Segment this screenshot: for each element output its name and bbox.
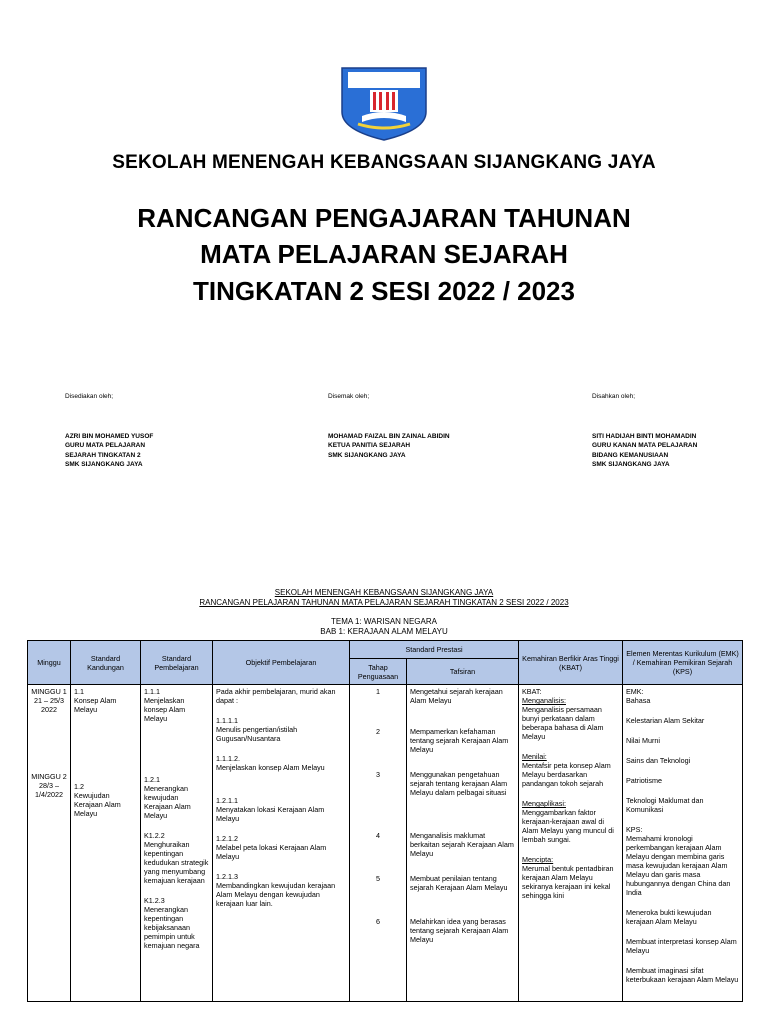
table-row <box>28 685 743 1002</box>
cell-standard-pembelajaran: 1.1.1 Menjelaskan konsep Alam Melayu 1.2.1 Menerangkan kewujudan Kerajaan Alam Melayu K1.2.2 Menghuraikan kepentingan kedudukan strategik yang menyumbang kemajuan kerajaan K1.2.3 Menerangkan kepentingan kebijaksanaan pemimpin untuk kemajuan negara <box>141 685 213 1002</box>
week-1-label: MINGGU 1 <box>31 687 67 696</box>
title-line-3: TINGKATAN 2 SESI 2022 / 2023 <box>193 276 575 306</box>
cell-tahap: 1 2 3 4 5 6 <box>350 685 407 1002</box>
cell-kbat: KBAT: Menganalisis: Menganalisis persamaan bunyi perkataan dalam beberapa bahasa di Alam Melayu Menilai: Mentafsir peta konsep Alam Melayu berdasarkan pandangan tokoh sejarah Mengaplikasi: Menggambarkan faktor kerajaan-kerajaan awal di Alam Melayu yang muncul di lembah sungai. Mencipta: Merumal bentuk pentadbiran kerajaan Alam Melayu sekiranya kerajaan ini kekal sehingga kini <box>519 685 623 1002</box>
header-standard-prestasi: Standard Prestasi <box>350 641 519 659</box>
signature-prepared: Disediakan oleh; AZRI BIN MOHAMED YUSOF GURU MATA PELAJARAN SEJARAH TINGKATAN 2 SMK SIJANGKANG JAYA <box>65 393 154 468</box>
header-standard-pembelajaran: Standard Pembelajaran <box>141 641 213 685</box>
header-kbat: Kemahiran Berfikir Aras Tinggi (KBAT) <box>519 641 623 685</box>
header-objektif: Objektif Pembelajaran <box>213 641 350 685</box>
doc-header-tema: TEMA 1: WARISAN NEGARA <box>331 617 437 626</box>
week-2-label: MINGGU 2 <box>31 772 67 781</box>
cell-objektif: Pada akhir pembelajaran, murid akan dapat : 1.1.1.1 Menulis pengertian/istilah Gugusan/Nusantara 1.1.1.2. Menjelaskan konsep Alam Melayu 1.2.1.1 Menyatakan lokasi Kerajaan Alam Melayu 1.2.1.2 Melabel peta lokasi Kerajaan Alam Melayu 1.2.1.3 Membandingkan kewujudan kerajaan Alam Melayu dengan kewujudan kerajaan luar lain. <box>213 685 350 1002</box>
school-logo <box>340 66 428 142</box>
header-standard-kandungan: Standard Kandungan <box>71 641 141 685</box>
school-name: SEKOLAH MENENGAH KEBANGSAAN SIJANGKANG JAYA <box>112 152 656 173</box>
title-line-1: RANCANGAN PENGAJARAN TAHUNAN <box>137 203 631 233</box>
doc-header-school: SEKOLAH MENENGAH KEBANGSAAN SIJANGKANG JAYA <box>274 588 494 597</box>
title-line-2: MATA PELAJARAN SEJARAH <box>200 239 568 269</box>
week-1-dates: 21 – 25/3 2022 <box>34 696 64 714</box>
header-emk: Elemen Merentas Kurikulum (EMK) / Kemahiran Pemikiran Sejarah (KPS) <box>623 641 743 685</box>
doc-header-plan: RANCANGAN PELAJARAN TAHUNAN MATA PELAJARAN SEJARAH TINGKATAN 2 SESI 2022 / 2023 <box>199 598 569 607</box>
header-tafsiran: Tafsiran <box>407 659 519 685</box>
cell-emk: EMK: Bahasa Kelestarian Alam Sekitar Nilai Murni Sains dan Teknologi Patriotisme Teknologi Maklumat dan Komunikasi KPS: Memahami kronologi perkembangan kerajaan Alam Melayu dengan membina garis masa kewujudan kerajaan Alam Melayu dan garis masa hubungannya dengan China dan India Meneroka bukti kewujudan kerajaan Alam Melayu Membuat interpretasi konsep Alam Melayu Membuat imaginasi sifat keterbukaan kerajaan Alam Melayu <box>623 685 743 1002</box>
header-minggu: Minggu <box>28 641 71 685</box>
cell-minggu <box>28 685 71 1002</box>
signature-reviewed: Disemak oleh; MOHAMAD FAIZAL BIN ZAINAL ABIDIN KETUA PANITIA SEJARAH SMK SIJANGKANG JAYA <box>328 393 450 459</box>
signature-approved: Disahkan oleh; SITI HADIJAH BINTI MOHAMADIN GURU KANAN MATA PELAJARAN BIDANG KEMANUSIAAN SMK SIJANGKANG JAYA <box>592 393 698 468</box>
lesson-plan-table <box>27 640 743 1002</box>
cell-standard-kandungan: 1.1 Konsep Alam Melayu 1.2 Kewujudan Kerajaan Alam Melayu <box>71 685 141 1002</box>
week-2-dates: 28/3 – 1/4/2022 <box>35 781 63 799</box>
cell-tafsiran: Mengetahui sejarah kerajaan Alam Melayu Mempamerkan kefahaman tentang sejarah Kerajaan Alam Melayu Menggunakan pengetahuan sejarah tentang kerajaan Alam Melayu dalam pelbagai situasi Menganalisis maklumat berkaitan sejarah Kerajaan Alam Melayu Membuat penilaian tentang sejarah Kerajaan Alam Melayu Melahirkan idea yang berasas tentang sejarah Kerajaan Alam Melayu <box>407 685 519 1002</box>
header-tahap: Tahap Penguasaan <box>350 659 407 685</box>
doc-header-bab: BAB 1: KERAJAAN ALAM MELAYU <box>320 627 448 636</box>
